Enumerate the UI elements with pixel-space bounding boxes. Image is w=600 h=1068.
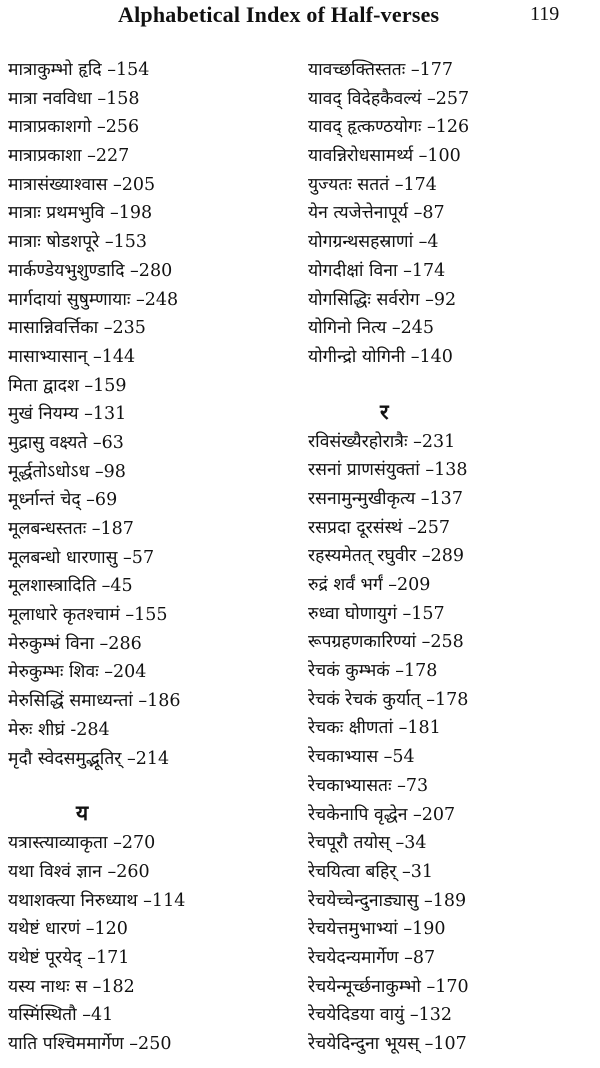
index-entry: येन त्यजेत्तेनापूर्य –87 [308, 203, 445, 224]
index-entry: मार्गदायां सुषुम्णायाः –248 [8, 289, 179, 310]
index-entry: रूपग्रहणकारिण्यां –258 [308, 632, 464, 653]
index-entry: मात्राप्रकाशा –227 [8, 146, 130, 167]
index-entry: युज्यतः सततं –174 [308, 174, 437, 195]
index-entry: मूलबन्धस्ततः –187 [8, 519, 134, 539]
index-entry: मूर्ध्नान्तं चेद् –69 [8, 490, 118, 511]
index-entry: रेचकं कुम्भकं –178 [308, 661, 438, 682]
section-heading-ra: र [380, 398, 389, 424]
index-entry: मुद्रासु वक्ष्यते –63 [8, 432, 124, 453]
index-entry: रुद्रं शर्वं भर्गं –209 [308, 575, 431, 595]
index-entry: रुध्वा घोणायुगं –157 [308, 603, 445, 624]
index-entry: मात्राप्रकाशगो –256 [8, 117, 140, 138]
index-entry: रहस्यमेतत् रघुवीर –289 [308, 546, 465, 567]
index-entry: योगसिद्धिः सर्वरोग –92 [308, 289, 457, 310]
index-entry: रेचपूरौ तयोस् –34 [308, 833, 427, 854]
index-entry: योगदीक्षां विना –174 [308, 260, 446, 281]
index-entry: रसनामुन्मुखीकृत्य –137 [308, 488, 463, 509]
index-entry: मात्राकुम्भो हृदि –154 [8, 60, 150, 80]
index-entry: रेचकं रेचकं कुर्यात् –178 [308, 689, 469, 710]
index-entry: रविसंख्यैरहोरात्रैः –231 [308, 431, 456, 452]
index-entry: योगग्रन्थसहस्राणां –4 [308, 232, 439, 253]
index-entry: रेचकाभ्यास –54 [308, 747, 415, 768]
index-entry: यावच्छक्तिस्ततः –177 [308, 60, 454, 80]
index-entry: मूलशास्त्रादिति –45 [8, 576, 133, 597]
index-entry: रेचयेच्चेन्दुनाड्यासु –189 [308, 890, 467, 911]
index-entry: मात्राः प्रथमभुवि –198 [8, 203, 153, 224]
index-entry: यावद् विदेहकैवल्यं –257 [308, 88, 470, 109]
index-entry: रेचयेत्तमुभाभ्यां –190 [308, 919, 446, 940]
index-entry: यत्रास्त्याव्याकृता –270 [8, 833, 156, 854]
index-entry: मुखं नियम्य –131 [8, 404, 127, 425]
index-entry: योगिनो नित्य –245 [308, 318, 435, 339]
running-title: Alphabetical Index of Half-verses [118, 2, 440, 27]
index-group-ya [8, 829, 300, 1059]
index-entry: रेचयेदिडया वायुं –132 [308, 1005, 452, 1026]
index-entry: रेचकाभ्यासतः –73 [308, 775, 429, 796]
page-number: 119 [530, 3, 560, 25]
section-heading-ya: य [76, 800, 89, 826]
index-entry: मूर्द्धतोऽधोऽध –98 [8, 461, 126, 482]
index-entry: मात्रा नवविधा –158 [8, 88, 140, 109]
index-entry: यथेष्टं धारणं –120 [8, 919, 128, 940]
index-entry: मेरुकुम्भं विना –286 [8, 633, 142, 654]
index-entry: रेचयित्वा बहिर् –31 [308, 861, 433, 882]
index-entry: रेचकः क्षीणतां –181 [308, 718, 441, 739]
index-entry: रेचयेदन्यमार्गेण –87 [308, 947, 436, 968]
index-entry: रसनां प्राणसंयुक्तां –138 [308, 460, 468, 481]
right-column [308, 56, 598, 1059]
index-entry: यथेष्टं पूरयेद् –171 [8, 947, 130, 968]
index-entry: मात्रासंख्याश्वास –205 [8, 174, 156, 195]
index-entry: रेचयेन्मूर्च्छनाकुम्भो –170 [308, 976, 469, 997]
index-entry: योगीन्द्रो योगिनी –140 [308, 346, 453, 367]
section-spacer [8, 773, 300, 797]
index-entry: यस्मिंस्थितौ –41 [8, 1005, 114, 1026]
index-entry: यावन्निरोधसामर्थ्य –100 [308, 146, 461, 167]
left-column [8, 56, 300, 1059]
index-entry: मूलाधारे कृतश्चामं –155 [8, 605, 168, 626]
page-header [0, 0, 600, 30]
index-entry: मात्राः षोडशपूरे –153 [8, 232, 148, 253]
index-entry: मासान्निवर्त्तिका –235 [8, 318, 146, 339]
index-entry: यथा विश्वं ज्ञान –260 [8, 861, 150, 882]
index-entry: मार्कण्डेयभुशुण्डादि –280 [8, 260, 173, 281]
index-entry: मूलबन्धो धारणासु –57 [8, 547, 155, 568]
index-group-ra [308, 428, 598, 1059]
index-entry: यस्य नाथः स –182 [8, 976, 135, 997]
index-entry: मासाभ्यासान् –144 [8, 346, 136, 367]
index-entry: यथाशक्त्या निरुध्याथ –114 [8, 890, 186, 911]
index-entry: रेचकेनापि वृद्धेन –207 [308, 804, 456, 825]
index-entry: मेरुः शीघ्रं -284 [8, 719, 110, 740]
index-entry: रसप्रदा दूरसंस्थं –257 [308, 517, 450, 538]
index-entry: याति पश्चिममार्गेण –250 [8, 1034, 172, 1054]
index-group-ya-continued [308, 56, 598, 372]
section-spacer [308, 372, 598, 396]
index-entry: मिता द्वादश –159 [8, 375, 127, 396]
index-entry: यावद् हृत्कण्ठयोगः –126 [308, 117, 470, 138]
index-entry: मेरुकुम्भः शिवः –204 [8, 662, 147, 683]
index-group-ma [8, 56, 300, 773]
index-entry: रेचयेदिन्दुना भूयस् –107 [308, 1034, 467, 1054]
index-entry: मृदौ स्वेदसमुद्भूतिर् –214 [8, 748, 170, 769]
index-entry: मेरुसिद्धिं समाध्यन्तां –186 [8, 691, 181, 712]
